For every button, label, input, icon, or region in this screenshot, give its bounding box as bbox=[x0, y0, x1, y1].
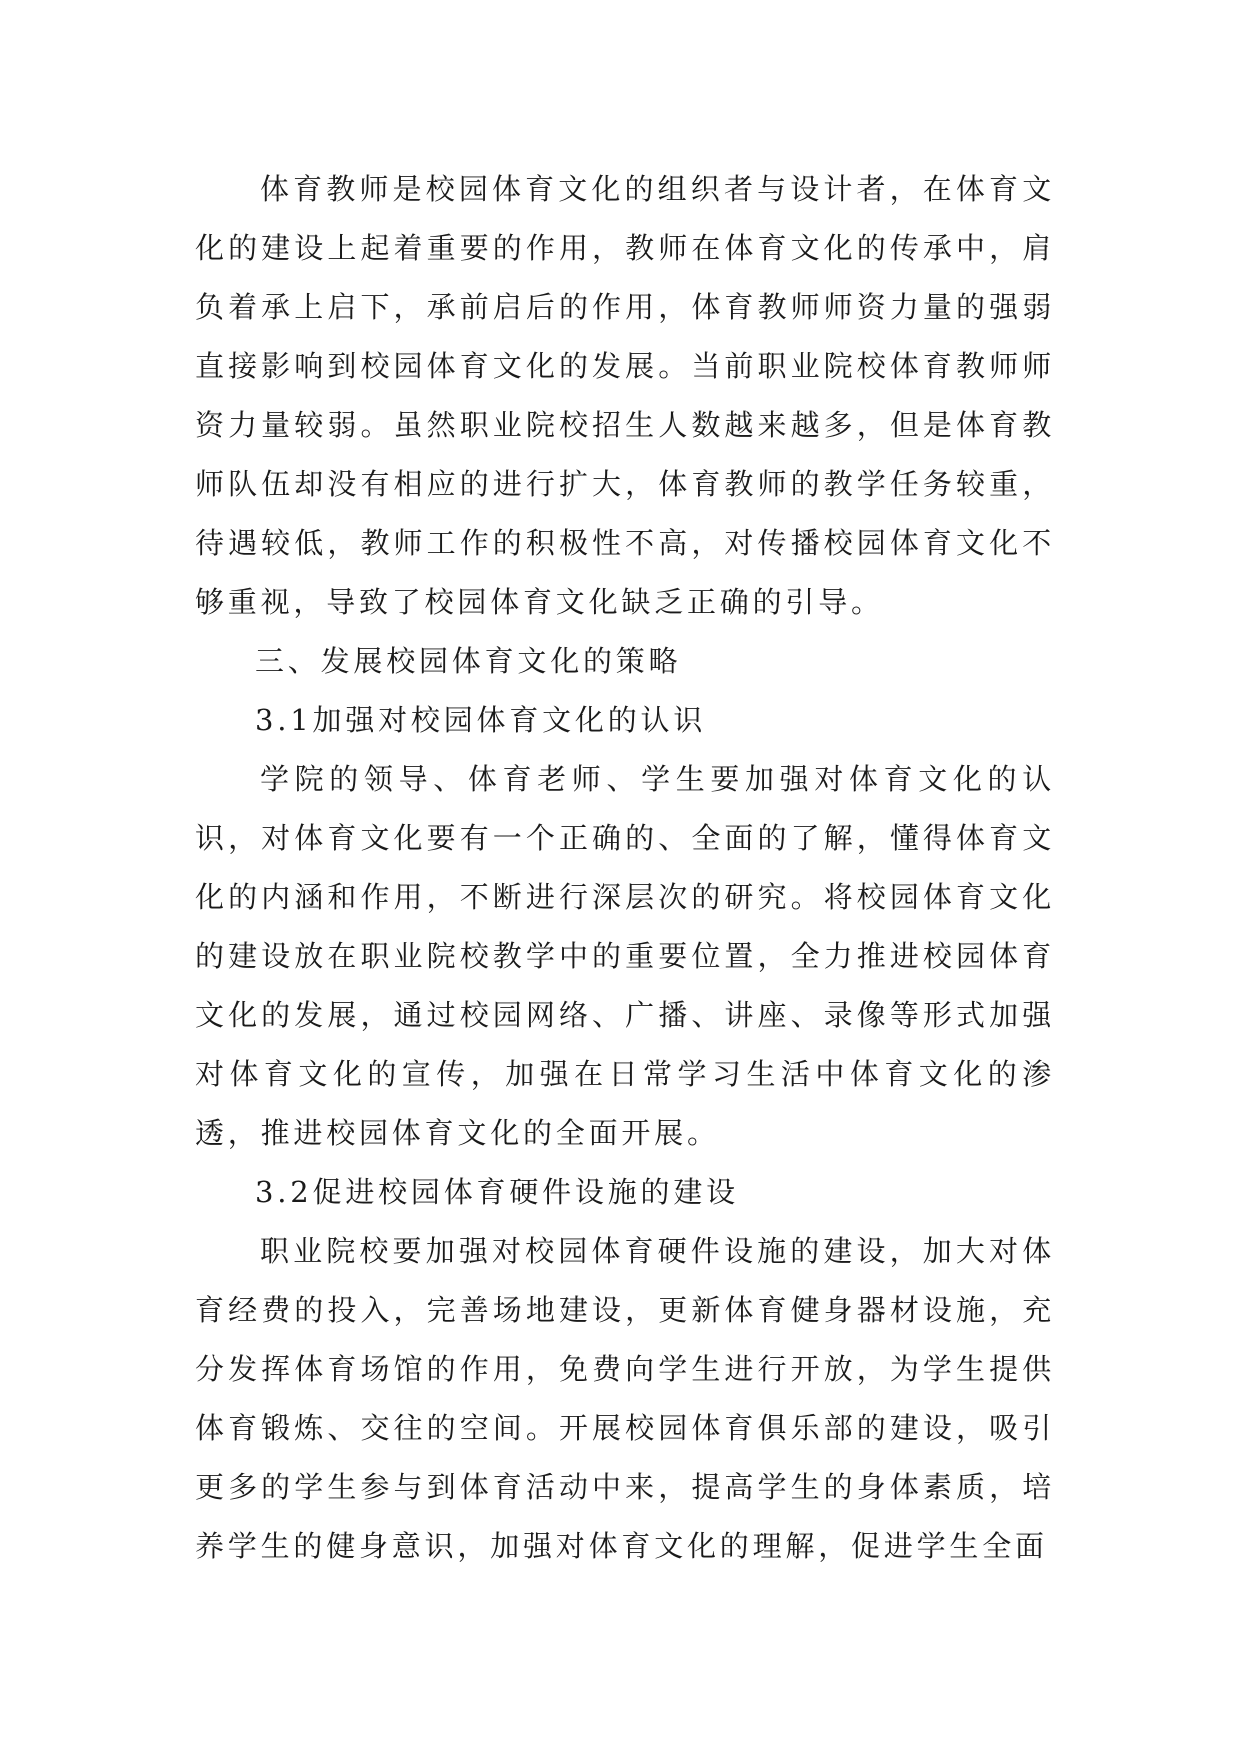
paragraph-teacher-role: 体育教师是校园体育文化的组织者与设计者，在体育文化的建设上起着重要的作用，教师在体育文化的传承中，肩负着承上启下，承前启后的作用，体育教师师资力量的强弱直接影响到校园体育文化的发展。当前职业院校体育教师师资力量较弱。虽然职业院校招生人数越来越多，但是体育教师队伍却没有相应的进行扩大，体育教师的教学任务较重，待遇较低，教师工作的积极性不高，对传播校园体育文化不够重视，导致了校园体育文化缺乏正确的引导。 bbox=[195, 172, 1055, 619]
subsection-heading-3-2: 3.2促进校园体育硬件设施的建设 bbox=[255, 1175, 739, 1209]
paragraph-awareness: 学院的领导、体育老师、学生要加强对体育文化的认识，对体育文化要有一个正确的、全面的了解，懂得体育文化的内涵和作用，不断进行深层次的研究。将校园体育文化的建设放在职业院校教学中的重要位置，全力推进校园体育文化的发展，通过校园网络、广播、讲座、录像等形式加强对体育文化的宣传，加强在日常学习生活中体育文化的渗透，推进校园体育文化的全面开展。 bbox=[195, 762, 1055, 1150]
paragraph-facilities: 职业院校要加强对校园体育硬件设施的建设，加大对体育经费的投入，完善场地建设，更新体育健身器材设施，充分发挥体育场馆的作用，免费向学生进行开放，为学生提供体育锻炼、交往的空间。开展校园体育俱乐部的建设，吸引更多的学生参与到体育活动中来，提高学生的身体素质，培养学生的健身意识，加强对体育文化的理解，促进学生全面 bbox=[195, 1234, 1055, 1563]
document-body bbox=[195, 160, 1055, 1576]
subsection-heading-3-1: 3.1加强对校园体育文化的认识 bbox=[255, 703, 707, 737]
section-heading-strategies: 三、发展校园体育文化的策略 bbox=[255, 644, 682, 678]
